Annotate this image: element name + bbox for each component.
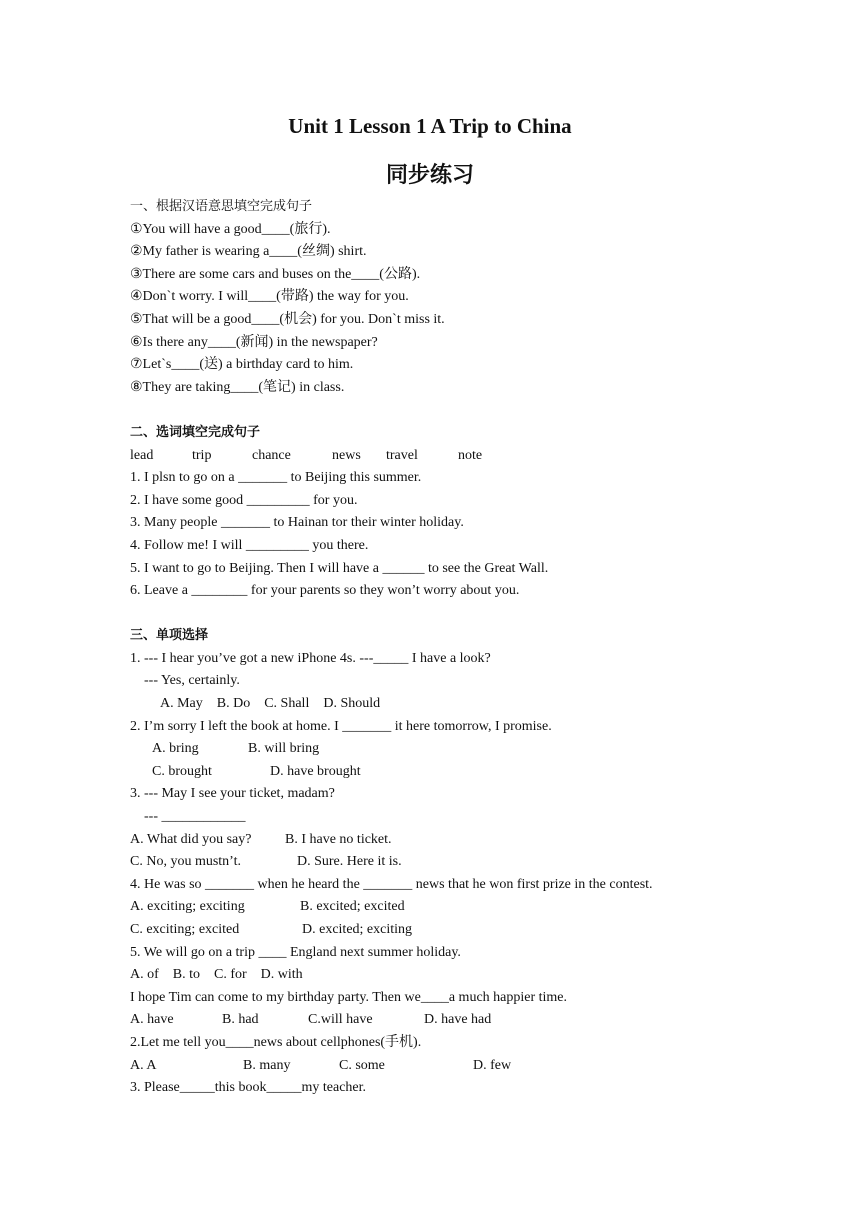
section1-heading: 一、根据汉语意思填空完成句子 [130, 199, 313, 214]
question-stem: 3. Please_____this book_____my teacher. [130, 1080, 367, 1096]
word-bank-item: lead [130, 447, 154, 463]
question-options: A. of B. to C. for D. with [130, 967, 303, 983]
question-options [130, 761, 830, 784]
option-a: A. A [130, 1057, 157, 1073]
option-d: D. Sure. Here it is. [297, 854, 402, 870]
section2-item: 3. Many people _______ to Hainan tor their winter holiday. [130, 515, 464, 531]
section2-item: 6. Leave a ________ for your parents so they won’t worry about you. [130, 583, 520, 599]
question-options [130, 896, 830, 919]
option-c: C.will have [308, 1012, 373, 1028]
option-a: A. exciting; exciting [130, 899, 245, 915]
question-options [130, 1055, 830, 1078]
option-b: B. I have no ticket. [285, 831, 392, 847]
option-b: B. will bring [248, 741, 320, 757]
section2-item: 2. I have some good _________ for you. [130, 492, 358, 508]
question-reply: --- Yes, certainly. [144, 673, 240, 689]
question-stem: 2.Let me tell you____news about cellphones(手机). [130, 1034, 422, 1050]
option-d: D. have brought [270, 763, 361, 779]
option-c: C. exciting; excited [130, 922, 240, 937]
question-stem: 4. He was so _______ when he heard the _______ news that he won first prize in the contest. [130, 876, 653, 892]
spacer [130, 399, 830, 422]
question-options [130, 919, 830, 942]
section2-item: 5. I want to go to Beijing. Then I will have a ______ to see the Great Wall. [130, 560, 549, 576]
question-options [130, 1009, 830, 1032]
question-options [130, 829, 830, 852]
option-c: C. some [339, 1057, 385, 1073]
question-options [130, 738, 830, 761]
section2-item: 1. I plsn to go on a _______ to Beijing this summer. [130, 470, 422, 486]
page-subtitle: 同步练习 [385, 163, 474, 188]
word-bank-item: news [332, 447, 361, 463]
word-bank-item: travel [386, 447, 418, 463]
question-options [130, 851, 830, 874]
section2-heading: 二、选词填空完成句子 [130, 424, 261, 440]
word-bank-item: chance [252, 447, 291, 463]
option-a: A. bring [152, 741, 199, 757]
section1-item: ①You will have a good____(旅行). [130, 221, 331, 237]
section1-item: ③There are some cars and buses on the____(公路). [130, 266, 421, 282]
document-content [130, 196, 830, 1100]
spacer [130, 603, 830, 626]
word-bank [130, 445, 830, 468]
option-c: C. brought [152, 763, 212, 779]
page-title: Unit 1 Lesson 1 A Trip to China [288, 114, 572, 138]
question-stem: 5. We will go on a trip ____ England next summer holiday. [130, 944, 461, 960]
option-c: C. No, you mustn’t. [130, 854, 241, 870]
section1-item: ⑧They are taking____(笔记) in class. [130, 379, 345, 395]
word-bank-item: trip [192, 447, 212, 463]
option-b: B. excited; excited [300, 899, 405, 915]
question-options: A. May B. Do C. Shall D. Should [160, 696, 381, 712]
section1-item: ④Don`t worry. I will____(带路) the way for you. [130, 289, 409, 305]
option-a: A. have [130, 1012, 174, 1028]
question-reply: --- ____________ [144, 809, 246, 825]
option-b: B. had [222, 1012, 259, 1028]
option-d: D. have had [424, 1012, 492, 1028]
option-a: A. What did you say? [130, 831, 252, 847]
section3-heading: 三、单项选择 [130, 628, 209, 644]
section2-item: 4. Follow me! I will _________ you there. [130, 537, 369, 553]
section1-item: ⑥Is there any____(新闻) in the newspaper? [130, 334, 378, 350]
option-b: B. many [243, 1057, 291, 1073]
section1-item: ⑦Let`s____(送) a birthday card to him. [130, 357, 354, 373]
option-d: D. excited; exciting [302, 922, 413, 937]
word-bank-item: note [458, 447, 483, 463]
question-stem: 1. --- I hear you’ve got a new iPhone 4s. ---_____ I have a look? [130, 650, 491, 666]
option-d: D. few [473, 1057, 512, 1073]
question-stem: 3. --- May I see your ticket, madam? [130, 786, 335, 802]
section1-item: ②My father is wearing a____(丝绸) shirt. [130, 244, 367, 260]
section1-item: ⑤That will be a good____(机会) for you. Don`t miss it. [130, 311, 445, 327]
question-stem: 2. I’m sorry I left the book at home. I _______ it here tomorrow, I promise. [130, 718, 552, 734]
question-stem: I hope Tim can come to my birthday party. Then we____a much happier time. [130, 989, 568, 1005]
